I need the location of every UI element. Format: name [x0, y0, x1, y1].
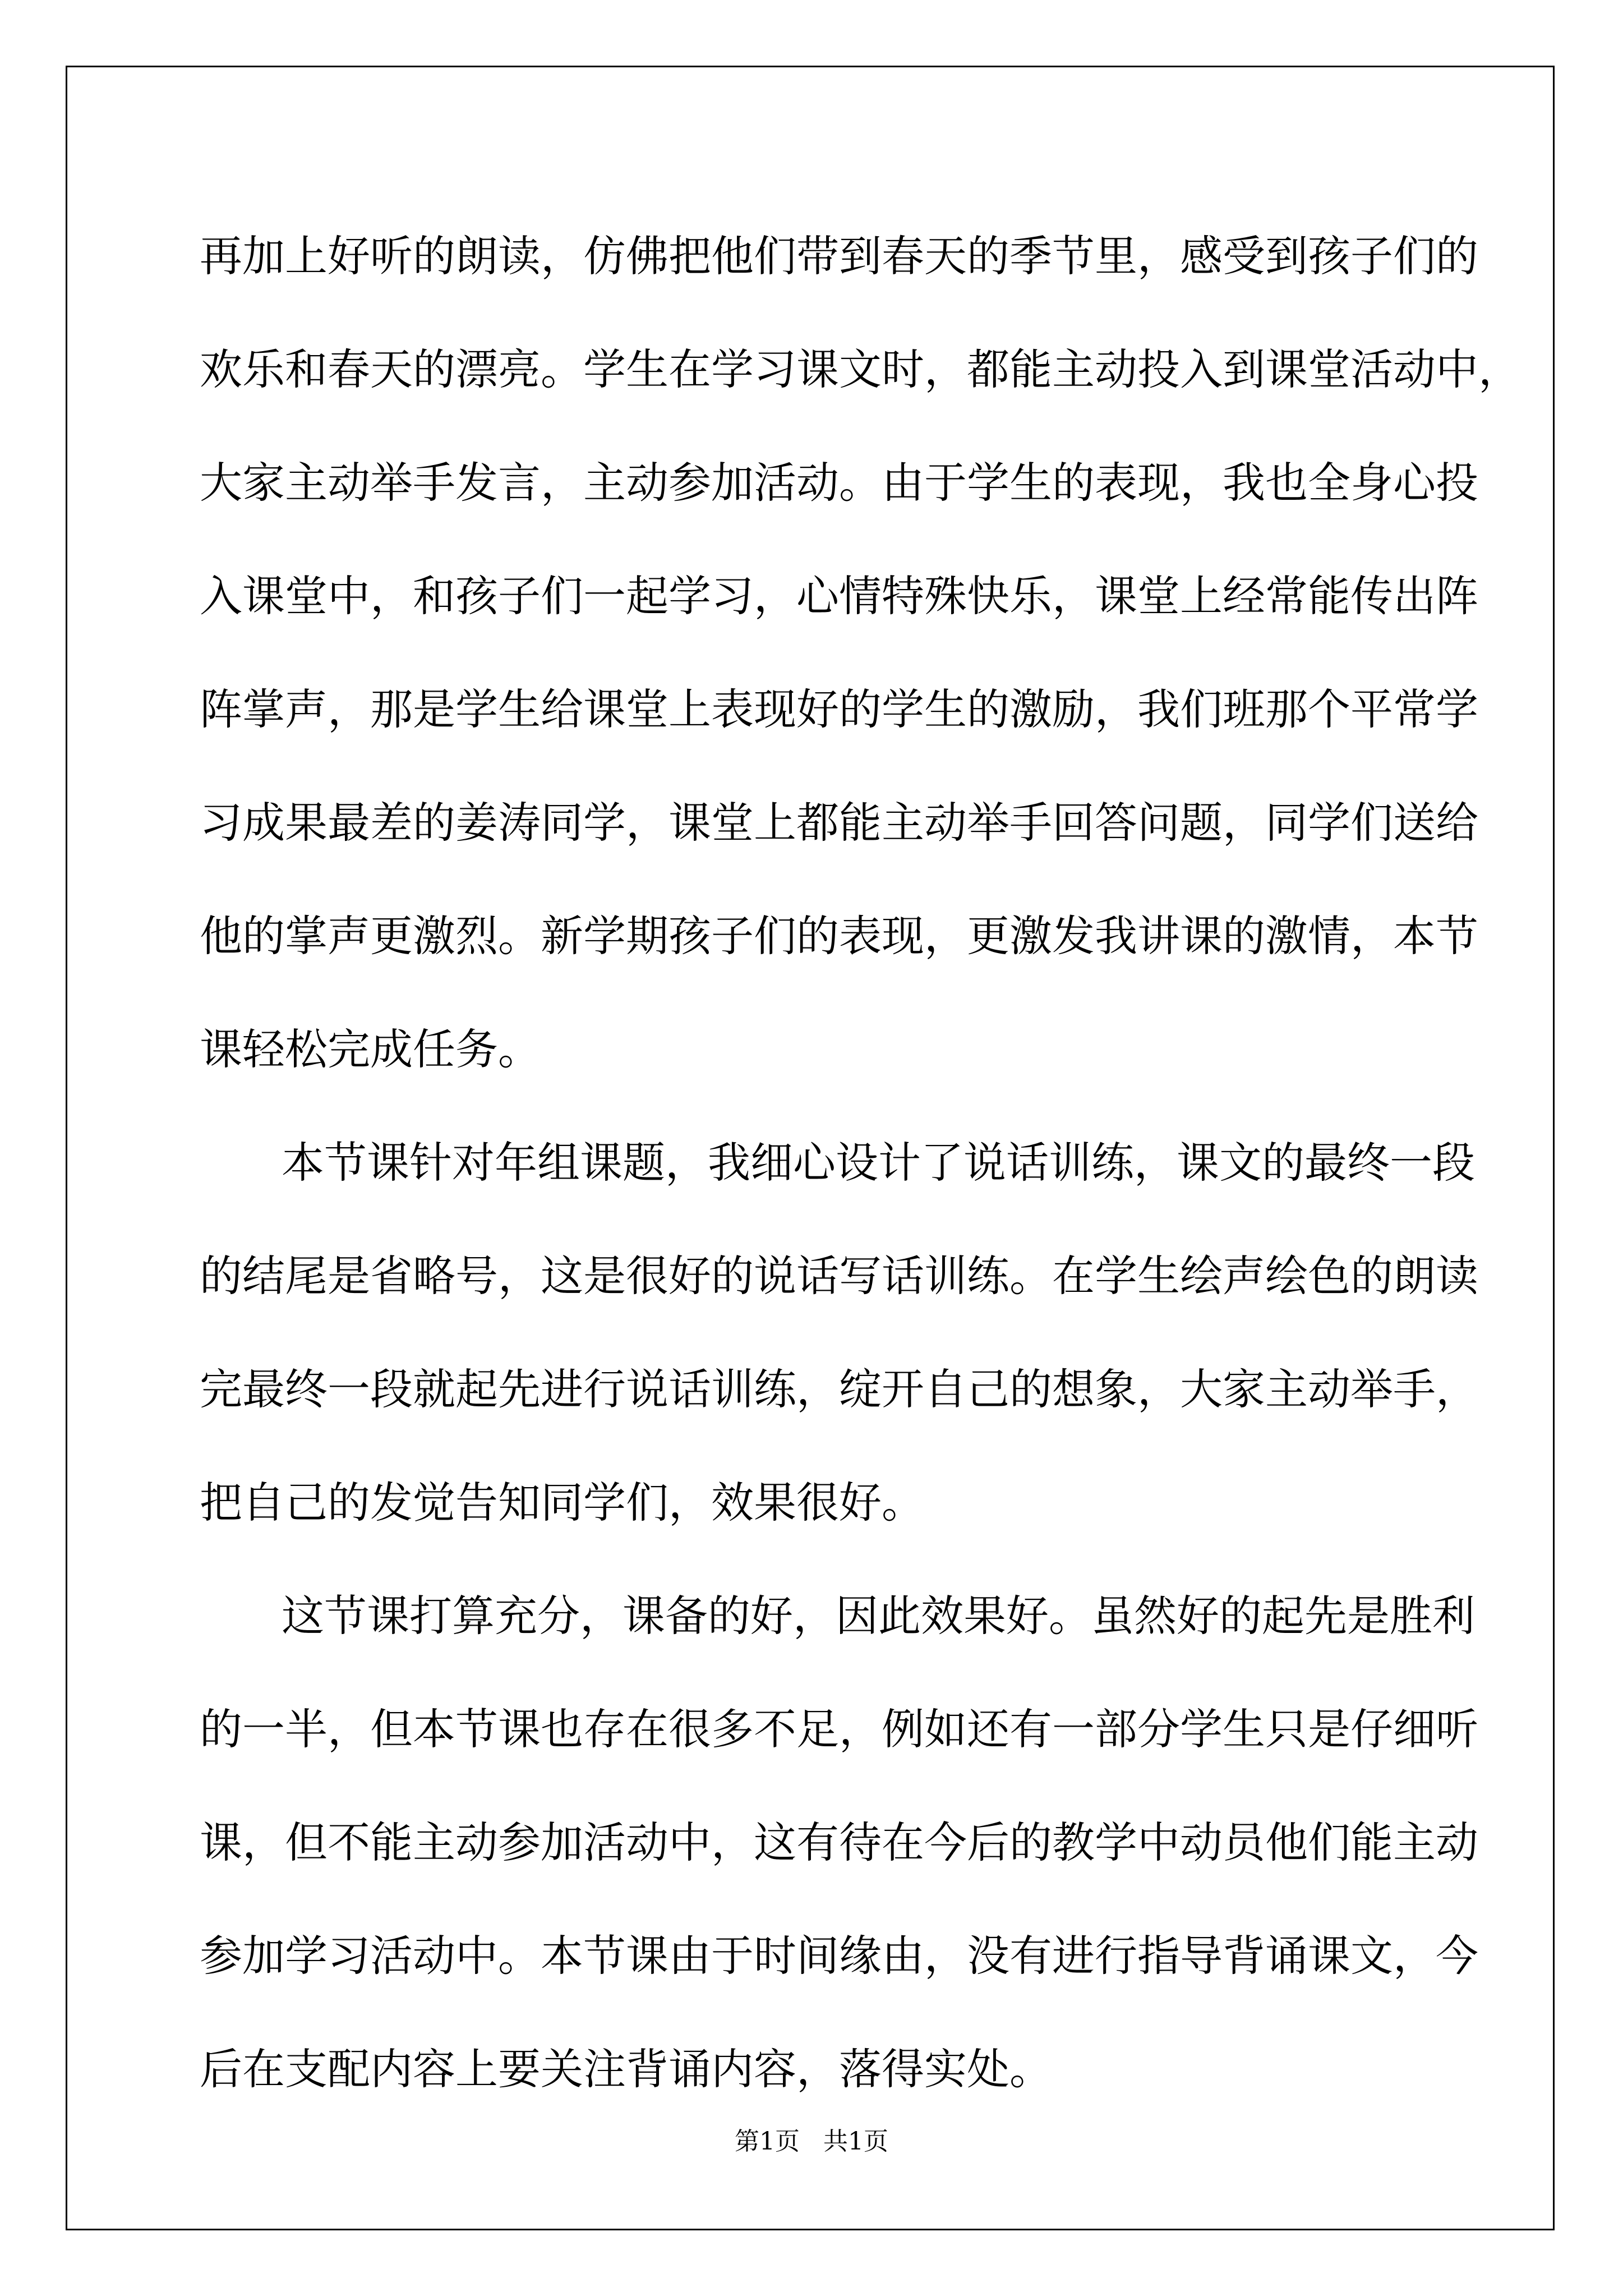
text-line: 本节课针对年组课题，我细心设计了说话训练，课文的最终一段	[282, 1138, 1475, 1188]
text-line: 课轻松完成任务。	[200, 1024, 541, 1074]
text-line: 的结尾是省略号，这是很好的说话写话训练。在学生绘声绘色的朗读	[200, 1251, 1478, 1301]
text-line: 课，但不能主动参加活动中，这有待在今后的教学中动员他们能主动	[200, 1818, 1478, 1867]
text-line: 完最终一段就起先进行说话训练，绽开自己的想象，大家主动举手，	[200, 1364, 1478, 1414]
text-line: 习成果最差的姜涛同学，课堂上都能主动举手回答问题，同学们送给	[200, 798, 1478, 848]
text-line: 阵掌声，那是学生给课堂上表现好的学生的激励，我们班那个平常学	[200, 684, 1478, 734]
text-line: 参加学习活动中。本节课由于时间缘由，没有进行指导背诵课文，今	[200, 1931, 1478, 1981]
text-line: 这节课打算充分，课备的好，因此效果好。虽然好的起先是胜利	[282, 1591, 1475, 1641]
text-line: 再加上好听的朗读，仿佛把他们带到春天的季节里，感受到孩子们的	[200, 231, 1478, 281]
document-body	[200, 200, 1521, 2126]
text-line: 的一半，但本节课也存在很多不足，例如还有一部分学生只是仔细听	[200, 1704, 1478, 1754]
text-line: 入课堂中，和孩子们一起学习，心情特殊快乐，课堂上经常能传出阵	[200, 571, 1478, 621]
page-number-footer: 第1页 共1页	[735, 2127, 888, 2156]
text-line: 大家主动举手发言，主动参加活动。由于学生的表现，我也全身心投	[200, 458, 1478, 508]
text-line: 把自己的发觉告知同学们，效果很好。	[200, 1478, 924, 1527]
text-line: 后在支配内容上要关注背诵内容，落得实处。	[200, 2044, 1052, 2094]
text-line: 欢乐和春天的漂亮。学生在学习课文时，都能主动投入到课堂活动中，	[200, 344, 1521, 394]
text-line: 他的掌声更激烈。新学期孩子们的表现，更激发我讲课的激情，本节	[200, 911, 1478, 961]
